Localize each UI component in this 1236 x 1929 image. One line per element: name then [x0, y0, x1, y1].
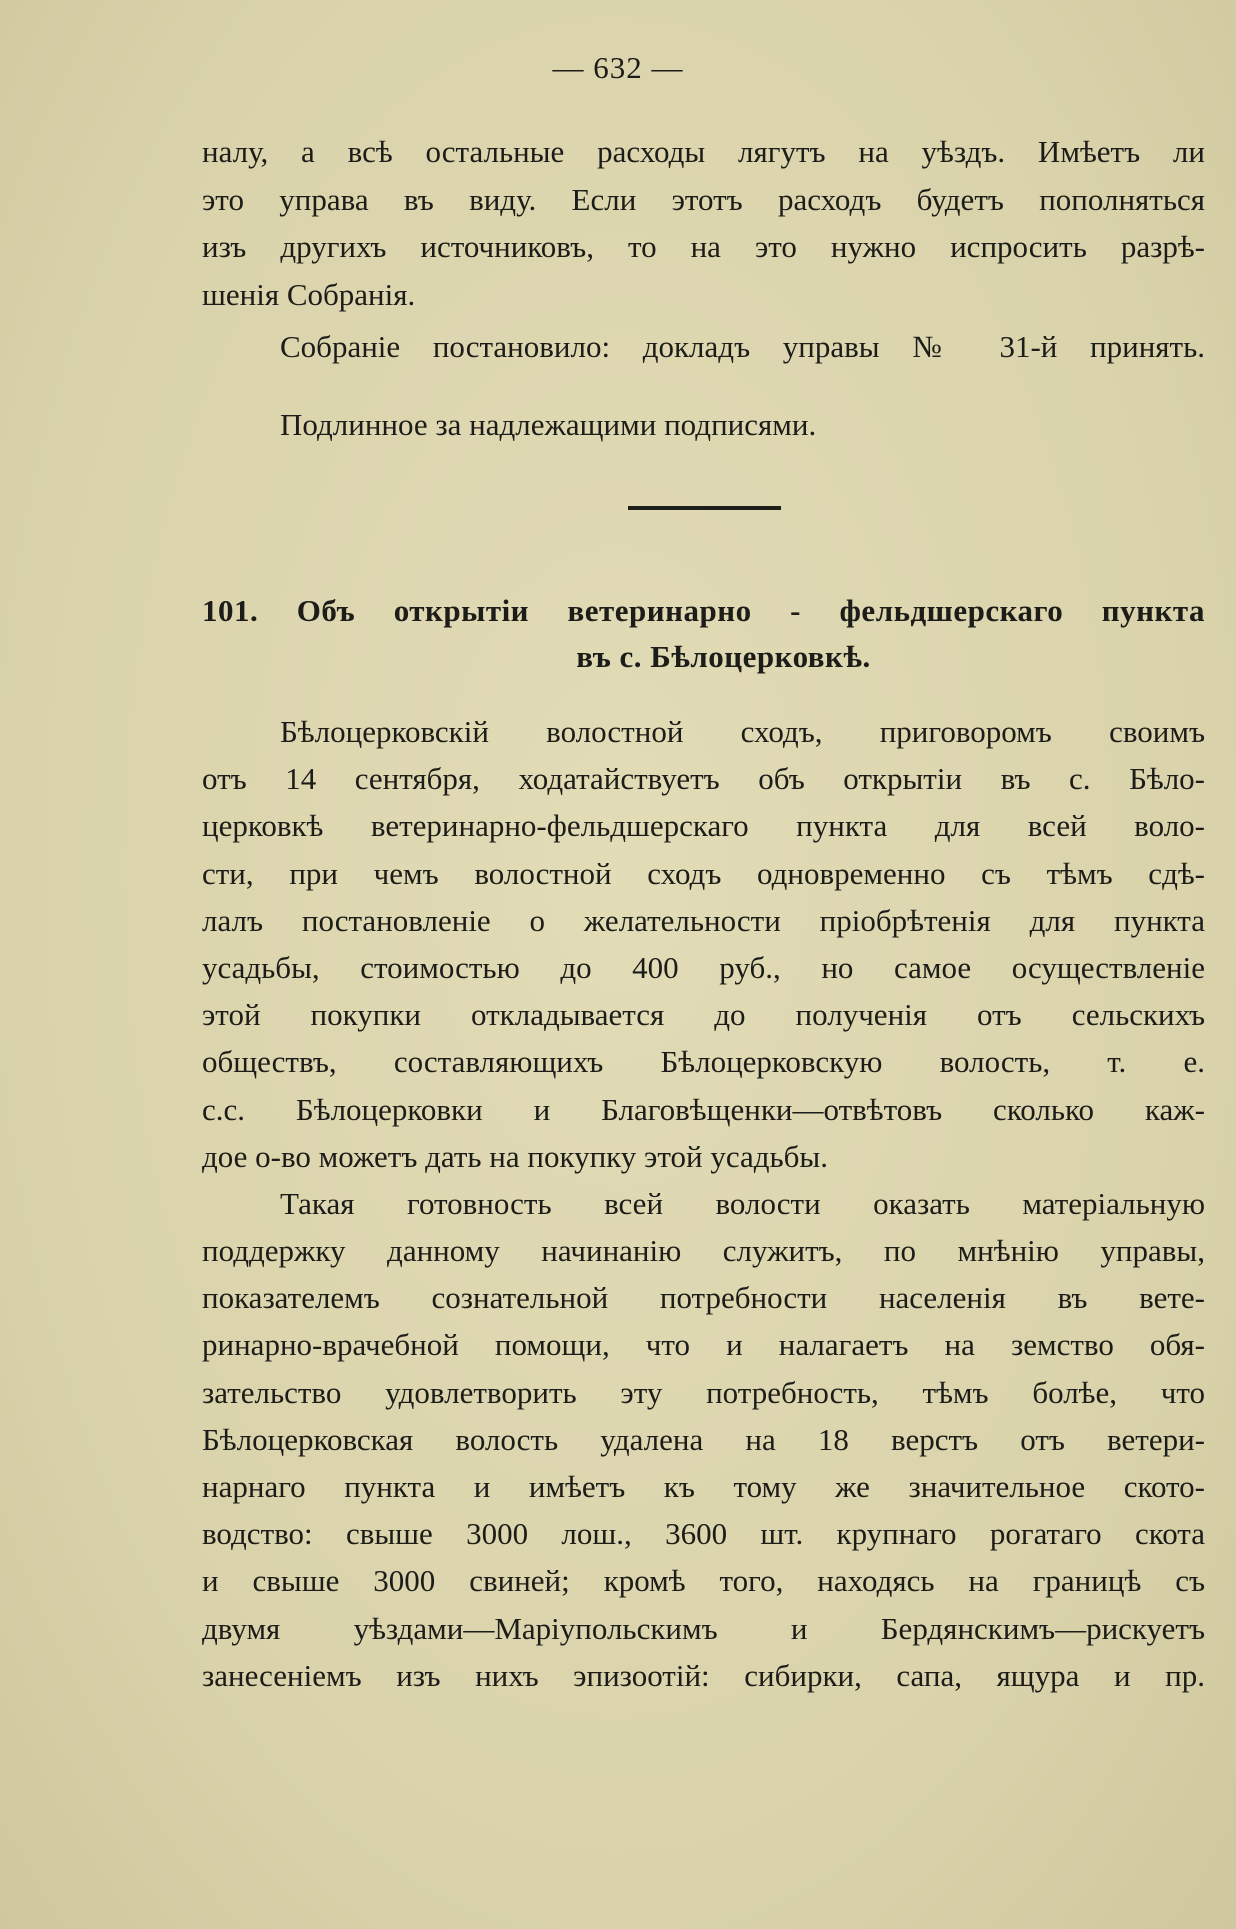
- text-line: с.с. Бѣлоцерковки и Благовѣщенки—отвѣтовъ сколько каж-: [202, 1091, 1205, 1127]
- text-line: двумя уѣздами—Маріупольскимъ и Бердянскимъ—рискуетъ: [202, 1610, 1205, 1646]
- text-line: ринарно-врачебной помощи, что и налагаетъ на земство обя-: [202, 1327, 1205, 1363]
- text-line: Бѣлоцерковскій волостной сходъ, приговоромъ своимъ: [280, 714, 1205, 749]
- text-line: обществъ, составляющихъ Бѣлоцерковскую волость, т. е.: [202, 1044, 1205, 1080]
- text-line: Такая готовность всей волости оказать матеріальную: [280, 1185, 1205, 1221]
- text-line: зательство удовлетворить эту потребность, тѣмъ болѣе, что: [202, 1374, 1205, 1410]
- text-line: и свыше 3000 свиней; кромѣ того, находясь на границѣ съ: [202, 1563, 1205, 1599]
- page-number: — 632 —: [552, 50, 684, 85]
- text-line: этой покупки откладывается до полученія отъ сельскихъ: [202, 997, 1205, 1033]
- text-line: водство: свыше 3000 лош., 3600 шт. крупнаго рогатаго скота: [202, 1516, 1205, 1552]
- text-line: показателемъ сознательной потребности населенія въ вете-: [202, 1280, 1205, 1316]
- resolution-paragraph: [202, 323, 1205, 371]
- signatures-paragraph: [202, 401, 1205, 449]
- section-title-line1: 101. Объ открытіи ветеринарно - фельдшерскаго пункта: [202, 593, 1205, 628]
- text-line: лалъ постановленіе о желательности пріобрѣтенія для пункта: [202, 902, 1205, 938]
- previous-section: [202, 128, 1205, 448]
- text-line: поддержку данному начинанію служитъ, по мнѣнію управы,: [202, 1233, 1205, 1269]
- text-line: изъ другихъ источниковъ, то на это нужно испросить разрѣ-: [202, 229, 1205, 264]
- text-line: усадьбы, стоимостью до 400 руб., но самое осуществленіе: [202, 949, 1205, 985]
- text-line: дое о-во можетъ дать на покупку этой усадьбы.: [202, 1138, 828, 1174]
- section-title-line2: въ с. Бѣлоцерковкѣ.: [576, 639, 871, 674]
- text-line: это управа въ виду. Если этотъ расходъ будетъ пополняться: [202, 181, 1205, 217]
- resolution-text: Собраніе постановило: докладъ управы № 31-й принять.: [280, 329, 1205, 364]
- text-line: отъ 14 сентября, ходатайствуетъ объ открытіи въ с. Бѣло-: [202, 761, 1205, 797]
- signatures-text: Подлинное за надлежащими подписями.: [280, 406, 817, 442]
- text-line: шенія Собранія.: [202, 276, 416, 312]
- text-line: налу, а всѣ остальные расходы лягутъ на уѣздъ. Имѣетъ ли: [202, 134, 1205, 169]
- body-paragraph-1: [202, 708, 1205, 1180]
- section-heading: [202, 588, 1205, 680]
- text-line: сти, при чемъ волостной сходъ одновременно съ тѣмъ сдѣ-: [202, 855, 1205, 891]
- text-line: нарнаго пункта и имѣетъ къ тому же значительное ското-: [202, 1469, 1205, 1504]
- section-body: [202, 708, 1205, 1699]
- body-paragraph-2: [202, 1180, 1205, 1699]
- section-divider: [628, 506, 781, 510]
- text-line: церковкѣ ветеринарно-фельдшерскаго пункта для всей воло-: [202, 808, 1205, 844]
- text-line: занесеніемъ изъ нихъ эпизоотій: сибирки, сапа, ящура и пр.: [202, 1657, 1205, 1693]
- previous-paragraph: [202, 128, 1205, 318]
- text-line: Бѣлоцерковская волость удалена на 18 верстъ отъ ветери-: [202, 1421, 1205, 1457]
